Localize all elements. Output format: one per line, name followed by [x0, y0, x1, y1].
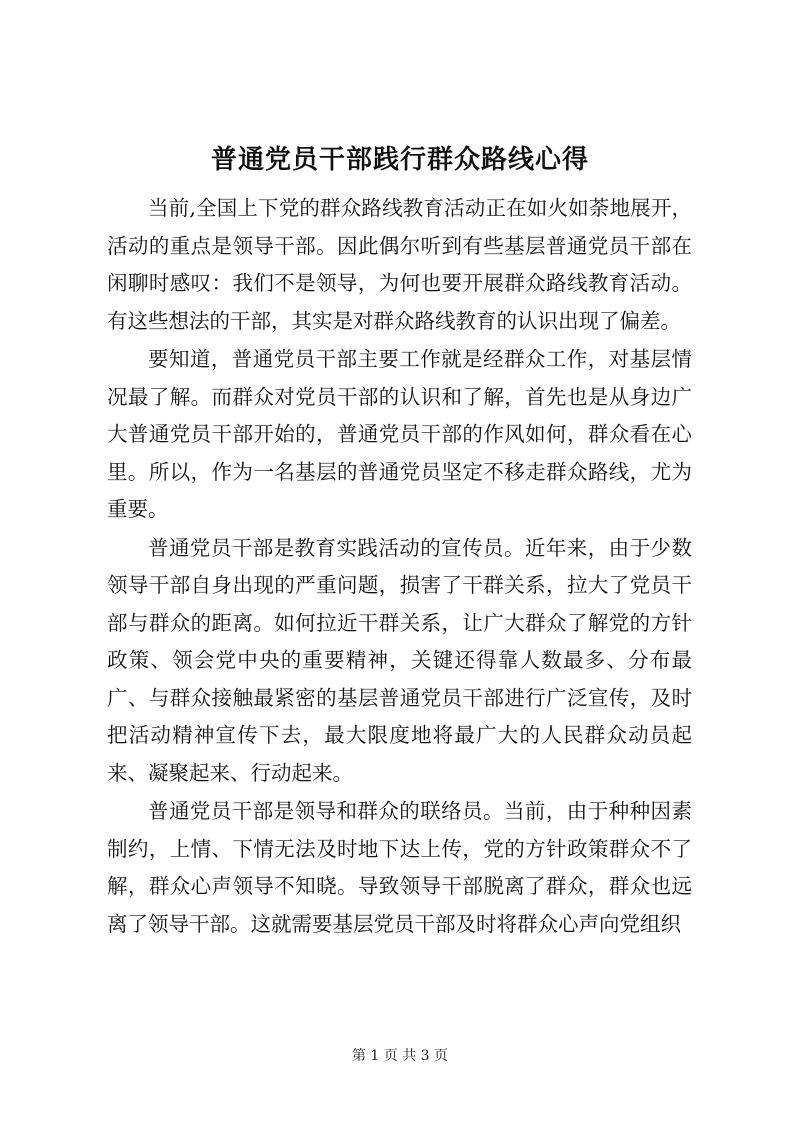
paragraph-1: 当前,全国上下党的群众路线教育活动正在如火如荼地展开，活动的重点是领导干部。因此偶尔听到有些基层普通党员干部在闲聊时感叹：我们不是领导，为何也要开展群众路线教育活动。有这些想法的干部，其实是对群众路线教育的认识出现了偏差。: [107, 196, 692, 333]
document-body: [107, 190, 692, 943]
paragraph-4: 普通党员干部是领导和群众的联络员。当前，由于种种因素制约，上情、下情无法及时地下达上传，党的方针政策群众不了解，群众心声领导不知晓。导致领导干部脱离了群众，群众也远离了领导干部。这就需要基层党员干部及时将群众心声向党组织: [107, 799, 692, 936]
page-footer: [0, 1046, 800, 1066]
page-number: 第 1 页 共 3 页: [351, 1048, 449, 1064]
paragraph-2: 要知道，普通党员干部主要工作就是经群众工作，对基层情况最了解。而群众对党员干部的认识和了解，首先也是从身边广大普通党员干部开始的，普通党员干部的作风如何，群众看在心里。所以，作为一名基层的普通党员坚定不移走群众路线，尤为重要。: [107, 347, 692, 521]
paragraph-3: 普通党员干部是教育实践活动的宣传员。近年来，由于少数领导干部自身出现的严重问题，损害了干群关系，拉大了党员干部与群众的距离。如何拉近干群关系，让广大群众了解党的方针政策、领会党中央的重要精神，关键还得靠人数最多、分布最广、与群众接触最紧密的基层普通党员干部进行广泛宣传，及时把活动精神宣传下去，最大限度地将最广大的人民群众动员起来、凝聚起来、行动起来。: [107, 535, 692, 785]
document-title: 普通党员干部践行群众路线心得: [210, 145, 589, 175]
